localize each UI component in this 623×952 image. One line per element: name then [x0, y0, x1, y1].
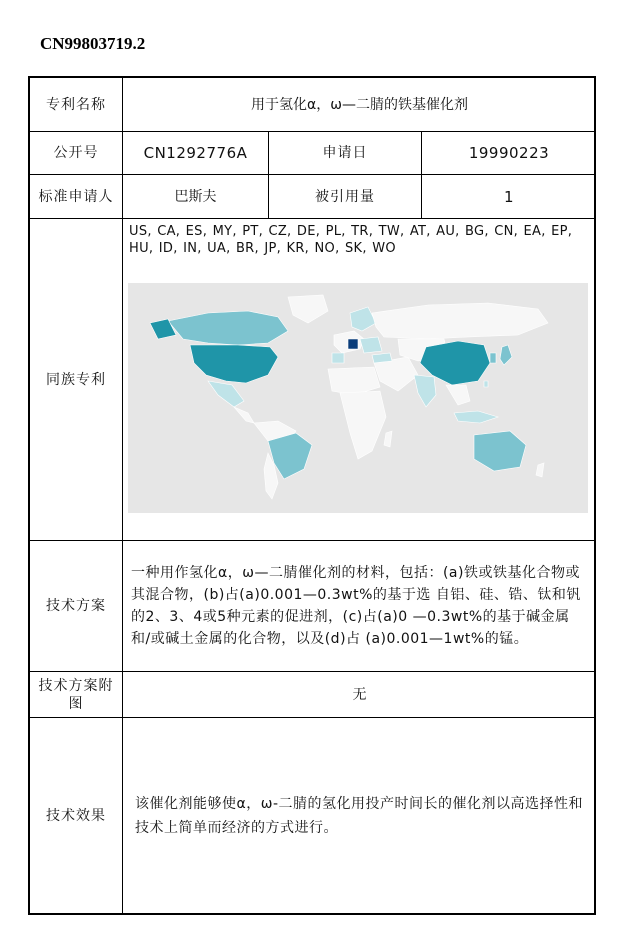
effect-value: 该催化剂能够使α，ω-二腈的氢化用投产时间长的催化剂以高选择性和 技术上简单而经济的方式进行。: [135, 795, 584, 836]
pub-value: CN1292776A: [123, 132, 269, 175]
applicant-label: 标准申请人: [30, 175, 123, 219]
world-map-svg: [128, 283, 588, 513]
map-korea: [490, 353, 496, 363]
map-iberia: [332, 353, 344, 363]
figure-label: 技术方案附图: [30, 672, 123, 718]
map-mexico: [208, 381, 244, 407]
map-taiwan: [484, 381, 488, 387]
family-country-list: US, CA, ES, MY, PT, CZ, DE, PL, TR, TW, AT, AU, BG, CN, EA, EP, HU, ID, IN, UA, BR, JP, KR, NO, SK, WO: [129, 224, 573, 256]
patent-table: [28, 76, 596, 915]
map-central-america: [234, 407, 254, 423]
effect-label: 技术效果: [30, 718, 123, 913]
map-southeast-asia: [446, 385, 470, 405]
date-label: 申请日: [269, 132, 422, 175]
title-label: 专利名称: [30, 78, 123, 132]
map-east-europe: [360, 337, 382, 353]
map-canada: [168, 311, 288, 345]
map-russia: [372, 303, 548, 339]
map-africa-south: [340, 391, 386, 459]
document-number: CN99803719.2: [40, 34, 146, 53]
map-africa-north: [328, 367, 380, 395]
family-label: 同族专利: [30, 219, 123, 541]
map-australia: [474, 431, 526, 471]
date-value: 19990223: [422, 132, 596, 175]
map-new-zealand: [536, 463, 544, 477]
cited-label: 被引用量: [269, 175, 422, 219]
figure-value: 无: [123, 672, 596, 718]
map-greenland: [288, 295, 328, 323]
pub-label: 公开号: [30, 132, 123, 175]
family-cell: [123, 219, 596, 541]
map-scandinavia: [350, 307, 376, 331]
map-indonesia: [454, 411, 498, 423]
cited-value: 1: [422, 175, 596, 219]
world-map: [128, 283, 588, 513]
solution-label: 技术方案: [30, 541, 123, 672]
map-india: [414, 375, 436, 407]
map-madagascar: [384, 431, 392, 447]
map-germany: [348, 339, 358, 349]
map-usa: [190, 345, 278, 383]
solution-value: 一种用作氢化α，ω—二腈催化剂的材料，包括：(a)铁或铁基化合物或其混合物，(b)占(a)0.001—0.3wt%的基于选 自铝、硅、锆、钛和钒的2、3、4或5种元素的促进剂，(c)占(a)0 —0.3wt%的基于碱金属和/或碱土金属的化合物，以及(d)占 (a)0.001—1wt%的锰。: [123, 541, 596, 672]
map-japan: [500, 345, 512, 365]
title-value: 用于氢化α，ω—二腈的铁基催化剂: [123, 78, 596, 132]
map-turkey: [372, 353, 392, 363]
applicant-value: 巴斯夫: [123, 175, 269, 219]
